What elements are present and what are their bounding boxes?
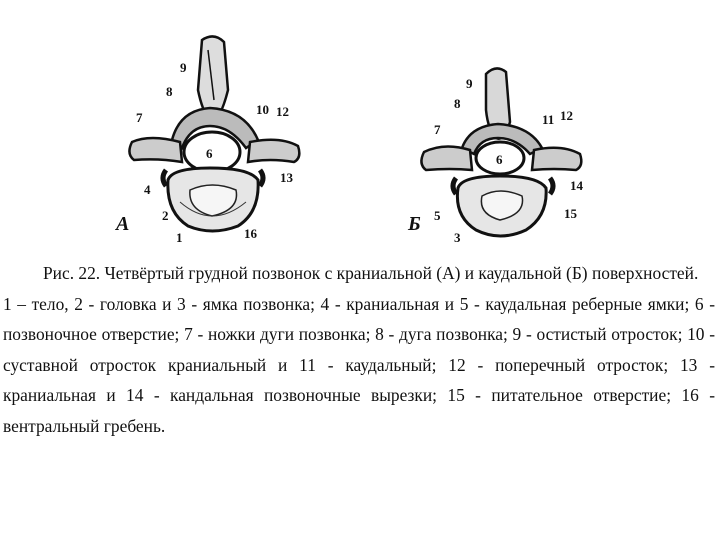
label-4-a: 4 <box>144 182 151 197</box>
label-9-a: 9 <box>180 60 187 75</box>
transverse-process-left-b <box>421 146 472 170</box>
caption-title: Рис. 22. Четвёртый грудной позвонок с краниальной (А) и каудальной (Б) поверхностей. <box>43 263 699 283</box>
transverse-process-right-b <box>532 148 581 170</box>
label-10-a: 10 <box>256 102 269 117</box>
label-5-b: 5 <box>434 208 441 223</box>
transverse-process-left-a <box>129 138 182 162</box>
vertebra-figure-b <box>400 30 610 250</box>
label-16-a: 16 <box>244 226 257 241</box>
vertebra-figure-a <box>110 30 320 250</box>
label-15-b: 15 <box>564 206 577 221</box>
transverse-process-right-a <box>248 140 299 162</box>
label-12-a: 12 <box>276 104 289 119</box>
caption-legend: 1 – тело, 2 - головка и 3 - ямка позвонка; 4 - краниальная и 5 - каудальная реберные ямки; 6 - позвоночное отверстие; 7 - ножки дуги позвонка; 8 - дуга позвонка; 9 - остистый отросток; 10 - суставной отросток краниальный и 11 - каудальный; 12 - поперечный отросток; 13 - краниальная и 14 - кандальная позвоночные вырезки; 15 - питательное отверстие; 16 - вентральный гребень. <box>3 293 715 436</box>
label-3-b: 3 <box>454 230 461 245</box>
vertebra-drawing-b <box>400 30 610 250</box>
label-11-b: 11 <box>542 112 555 127</box>
figure-letter-a: А <box>116 213 130 235</box>
vertebra-drawing-a <box>110 30 320 250</box>
label-13-a: 13 <box>280 170 293 185</box>
label-8-b: 8 <box>454 96 461 111</box>
label-9-b: 9 <box>466 76 473 91</box>
label-6-b: 6 <box>496 152 503 167</box>
label-6-a: 6 <box>206 146 213 161</box>
label-7-a: 7 <box>136 110 143 125</box>
label-8-a: 8 <box>166 84 173 99</box>
label-2-a: 2 <box>162 208 169 223</box>
label-12-b: 12 <box>560 108 573 123</box>
label-7-b: 7 <box>434 122 441 137</box>
label-1-a: 1 <box>176 230 183 245</box>
figure-letter-b: Б <box>408 213 421 235</box>
figure-caption <box>3 258 715 442</box>
label-14-b: 14 <box>570 178 583 193</box>
